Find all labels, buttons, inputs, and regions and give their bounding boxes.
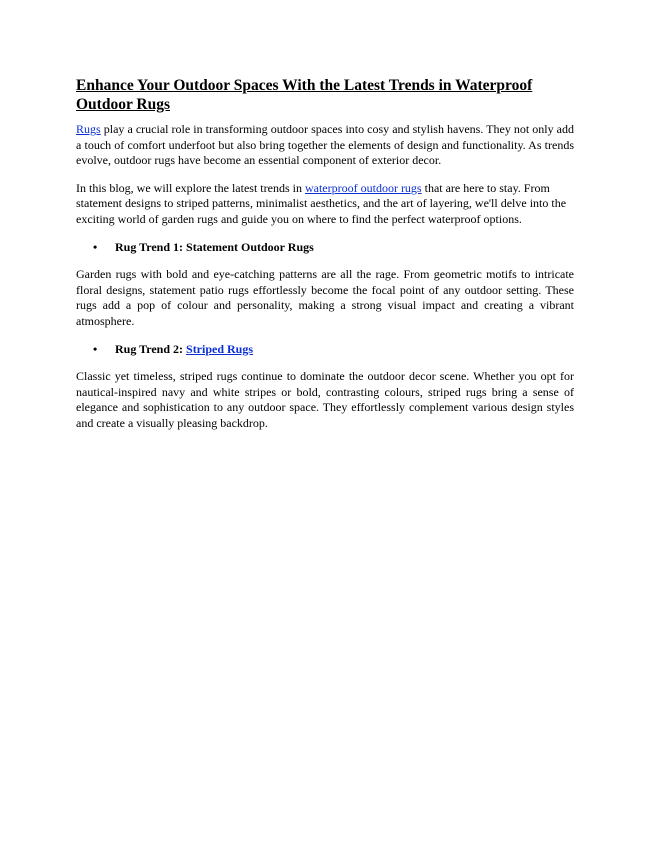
trend1-heading: [76, 240, 574, 256]
page-title: Enhance Your Outdoor Spaces With the Latest Trends in Waterproof Outdoor Rugs: [76, 77, 533, 113]
trend2-heading: [76, 342, 574, 358]
trend1-heading-text: Rug Trend 1: Statement Outdoor Rugs: [115, 239, 314, 254]
overview-text-before: In this blog, we will explore the latest trends in: [76, 180, 305, 195]
trend2-heading-prefix: Rug Trend 2:: [115, 341, 187, 356]
trend2-paragraph: Classic yet timeless, striped rugs continue to dominate the outdoor decor scene. Whether you opt for nautical-inspired navy and white stripes or bold, contrasting colours, striped rugs bring a sense of elegance and sophistication to any outdoor space. They effortlessly complement various design styles and create a visually pleasing backdrop.: [76, 369, 574, 430]
overview-text-after: that are here to stay. From statement designs to striped patterns, minimalist aesthetics, and the art of layering, we'll delve into the exciting world of garden rugs and guide you on where to find the perfect waterproof options.: [76, 180, 567, 226]
rugs-link[interactable]: Rugs: [76, 122, 101, 136]
document-page: [76, 76, 574, 444]
striped-rugs-link[interactable]: Striped Rugs: [186, 341, 254, 356]
blog-overview-paragraph: [76, 181, 574, 228]
waterproof-outdoor-rugs-link[interactable]: waterproof outdoor rugs: [304, 180, 422, 195]
intro-text: play a crucial role in transforming outdoor spaces into cosy and stylish havens. They not only add a touch of comfort underfoot but also bring together the elements of design and functionality. As trends evolve, outdoor rugs have become an essential component of exterior decor.: [76, 122, 574, 168]
bullet-icon: •: [93, 341, 98, 356]
bullet-icon: •: [93, 239, 98, 254]
trend1-paragraph: Garden rugs with bold and eye-catching patterns are all the rage. From geometric motifs to intricate floral designs, statement patio rugs effortlessly become the focal point of any outdoor setting. These rugs add a pop of colour and personality, making a strong visual impact and creating a vibrant atmosphere.: [76, 267, 574, 328]
intro-paragraph: [76, 122, 574, 169]
